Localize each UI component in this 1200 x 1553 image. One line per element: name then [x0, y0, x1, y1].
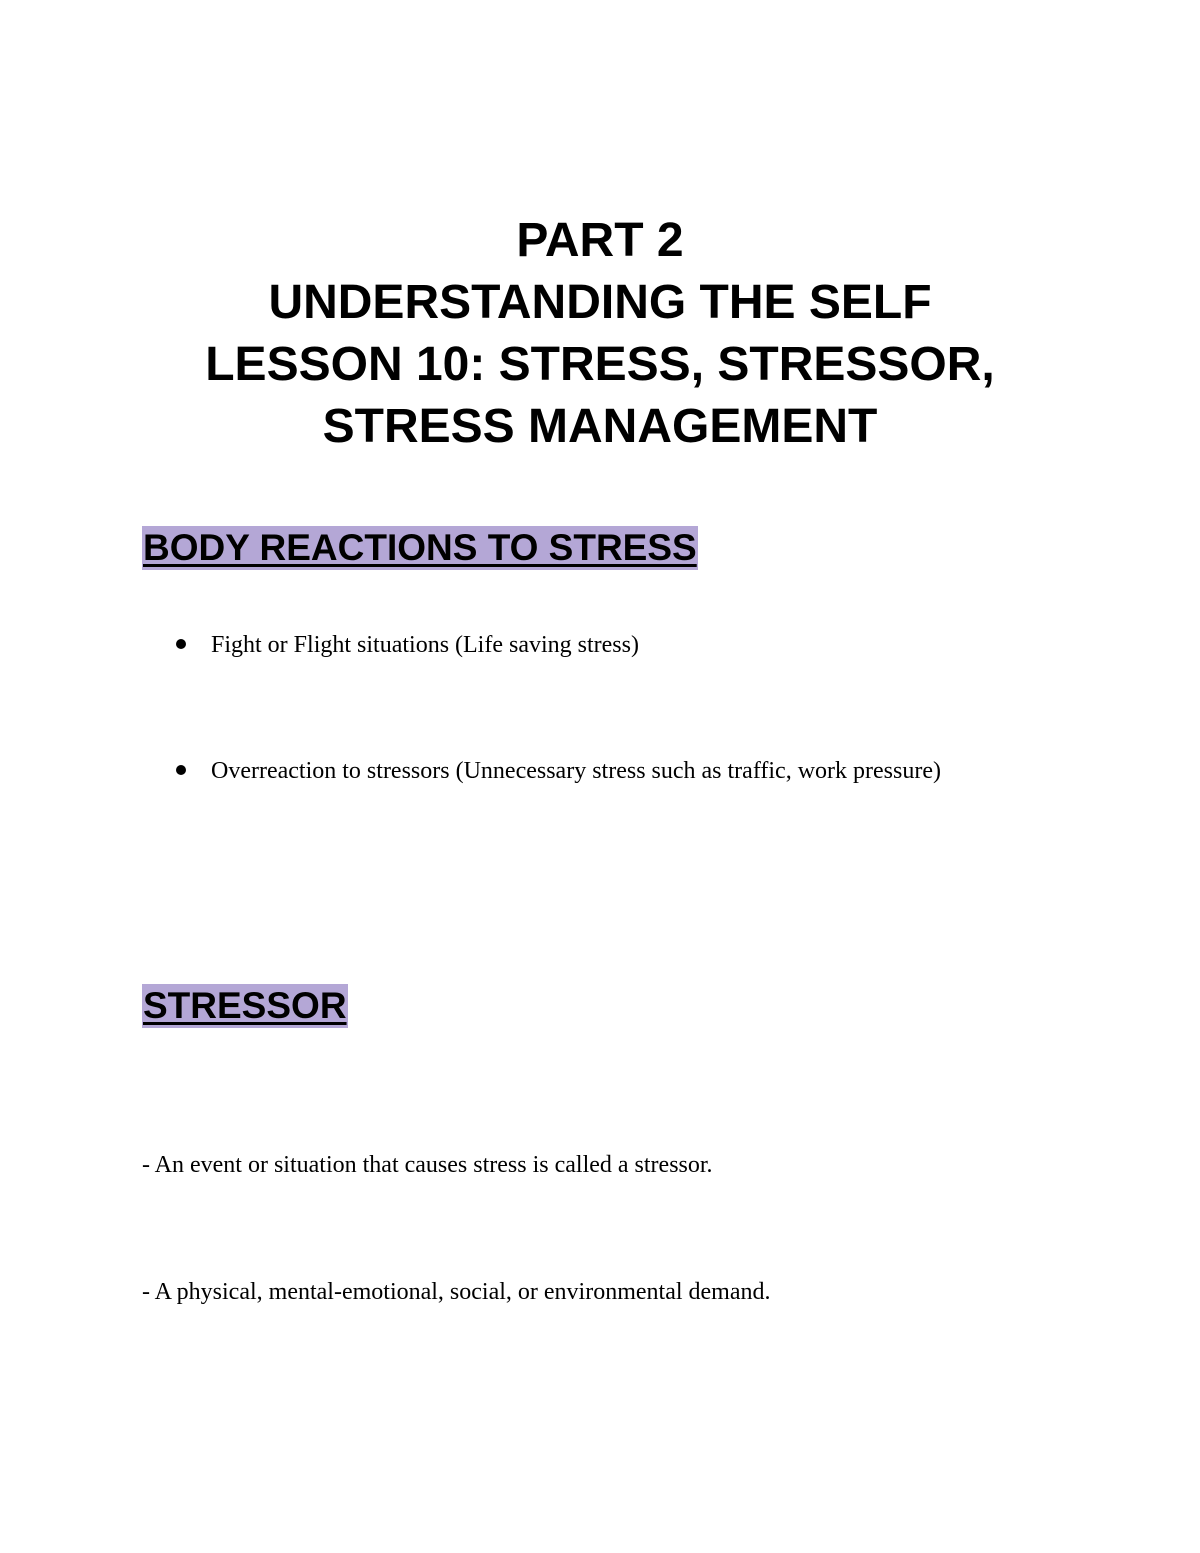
bullet-dot-icon — [176, 639, 186, 649]
list-item — [176, 630, 639, 660]
paragraph-stressor-demand: - A physical, mental-emotional, social, or environmental demand. — [142, 1279, 771, 1305]
title-line-lesson: LESSON 10: STRESS, STRESSOR, — [205, 338, 995, 391]
list-item — [176, 756, 941, 786]
section-heading-stressor: STRESSOR — [143, 985, 347, 1026]
title-line-course: UNDERSTANDING THE SELF — [268, 276, 932, 329]
section-heading-body-reactions: BODY REACTIONS TO STRESS — [143, 527, 697, 568]
page-title — [0, 210, 1200, 458]
title-line-part: PART 2 — [516, 214, 684, 267]
bullet-dot-icon — [176, 765, 186, 775]
list-item-text: Fight or Flight situations (Life saving stress) — [211, 632, 639, 658]
list-item-text: Overreaction to stressors (Unnecessary stress such as traffic, work pressure) — [211, 758, 941, 784]
title-line-topic: STRESS MANAGEMENT — [322, 400, 878, 453]
paragraph-stressor-definition: - An event or situation that causes stress is called a stressor. — [142, 1152, 713, 1178]
